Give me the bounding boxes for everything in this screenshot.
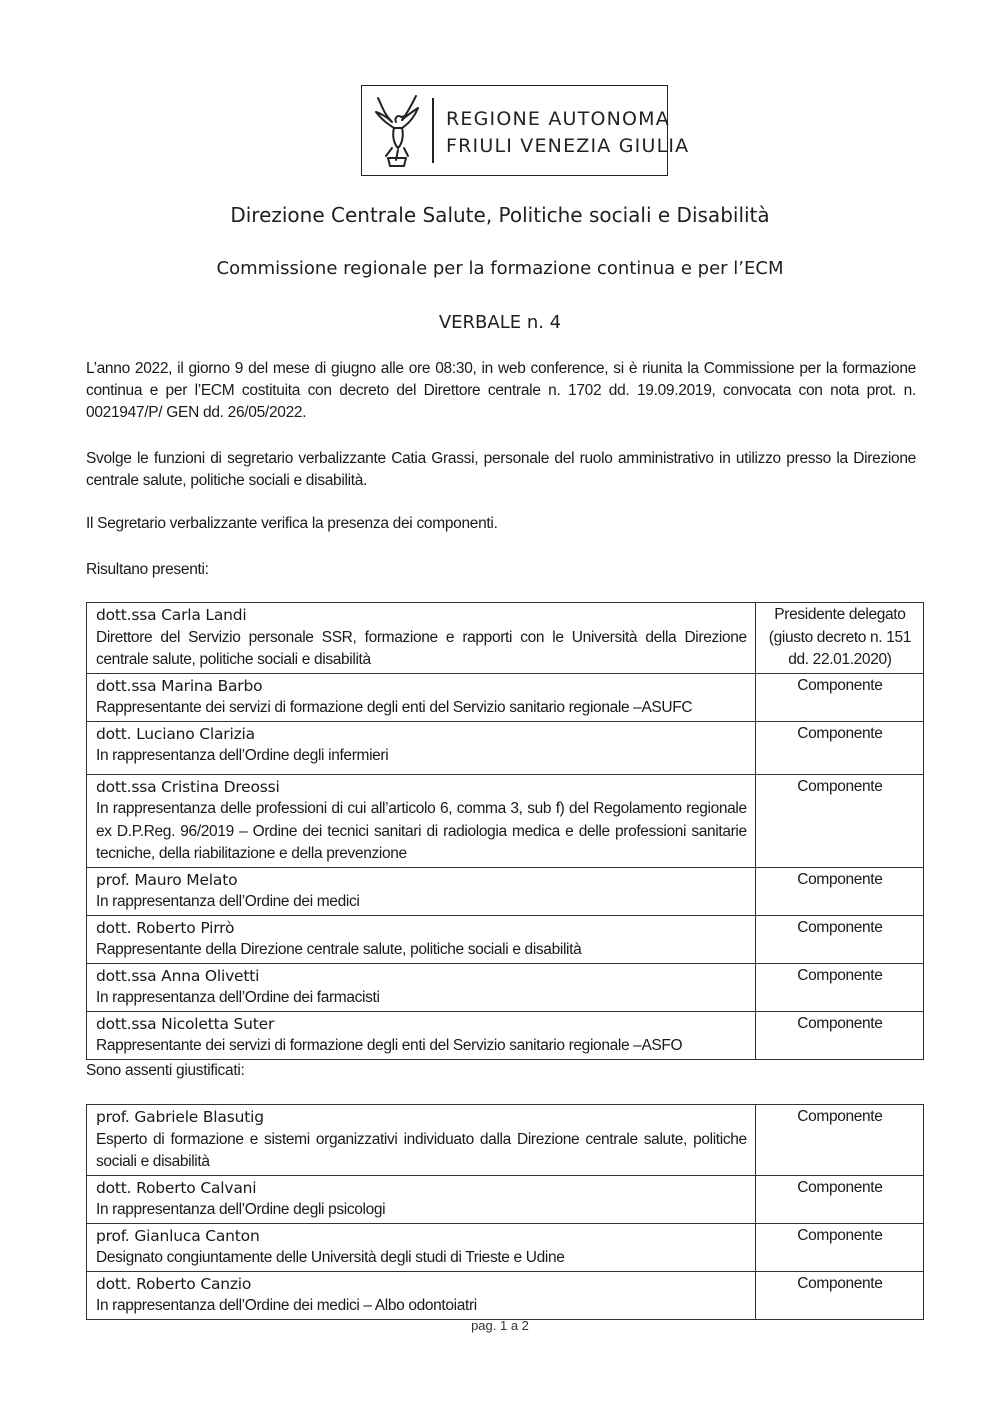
- role-cell: [755, 721, 923, 774]
- role-cell: [755, 603, 923, 674]
- role-cell: [755, 1011, 923, 1059]
- logo-line-2: FRIULI VENEZIA GIULIA: [446, 135, 690, 157]
- member-name: dott.ssa Carla Landi: [96, 606, 247, 624]
- absent-members-table: [86, 1104, 924, 1320]
- member-role: Componente: [797, 724, 883, 742]
- logo-divider: [432, 98, 434, 163]
- member-description: In rappresentanza dell’Ordine dei medici – Albo odontoiatri: [96, 1297, 477, 1314]
- member-name: dott. Luciano Clarizia: [96, 724, 255, 743]
- verify-paragraph: Il Segretario verbalizzante verifica la presenza dei componenti.: [86, 515, 498, 532]
- table-row: [87, 1271, 924, 1319]
- member-role: Componente: [797, 1108, 883, 1125]
- member-name: prof. Gabriele Blasutig: [96, 1108, 264, 1126]
- role-cell: [755, 1223, 923, 1271]
- member-description: In rappresentanza dell’Ordine degli psicologi: [96, 1201, 386, 1218]
- member-role: Componente: [797, 870, 883, 888]
- present-label: Risultano presenti:: [86, 561, 209, 578]
- table-row: [87, 1011, 924, 1059]
- table-row: [87, 1175, 924, 1223]
- member-role: Presidente delegato (giusto decreto n. 151 dd. 22.01.2020): [768, 606, 912, 668]
- table-row: [87, 963, 924, 1011]
- role-cell: [755, 1175, 923, 1223]
- member-cell: [87, 603, 756, 674]
- member-description: Esperto di formazione e sistemi organizzativi individuato dalla Direzione centrale salute, politiche sociali e disabilità: [96, 1130, 747, 1170]
- role-cell: [755, 673, 923, 721]
- member-cell: [87, 673, 756, 721]
- secretary-paragraph: Svolge le funzioni di segretario verbalizzante Catia Grassi, personale del ruolo amministrativo in utilizzo presso la Direzione centrale salute, politiche sociali e disabilità.: [86, 450, 916, 489]
- page-number: pag. 1 a 2: [471, 1318, 529, 1333]
- member-description: In rappresentanza dell’Ordine dei medici: [96, 893, 360, 910]
- member-cell: [87, 963, 756, 1011]
- member-role: Componente: [797, 1014, 883, 1032]
- member-cell: [87, 1271, 756, 1319]
- member-cell: [87, 1105, 756, 1176]
- member-cell: [87, 1175, 756, 1223]
- member-name: dott.ssa Anna Olivetti: [96, 966, 260, 985]
- directorate-heading: Direzione Centrale Salute, Politiche sociali e Disabilità: [230, 203, 770, 227]
- member-name: dott. Roberto Calvani: [96, 1178, 257, 1197]
- member-cell: [87, 1223, 756, 1271]
- member-description: Rappresentante dei servizi di formazione degli enti del Servizio sanitario regionale –ASUFC: [96, 699, 693, 716]
- commission-heading: Commissione regionale per la formazione continua e per l’ECM: [216, 258, 784, 279]
- role-cell: [755, 1105, 923, 1176]
- member-cell: [87, 774, 756, 867]
- member-role: Componente: [797, 1226, 883, 1244]
- member-cell: [87, 915, 756, 963]
- table-row: [87, 721, 924, 774]
- member-description: Rappresentante dei servizi di formazione degli enti del Servizio sanitario regionale –ASFO: [96, 1037, 683, 1054]
- table-row: [87, 1105, 924, 1176]
- member-name: prof. Mauro Melato: [96, 870, 238, 889]
- member-description: Rappresentante della Direzione centrale salute, politiche sociali e disabilità: [96, 941, 582, 958]
- member-name: dott.ssa Marina Barbo: [96, 676, 263, 695]
- member-name: dott.ssa Nicoletta Suter: [96, 1014, 275, 1033]
- member-cell: [87, 867, 756, 915]
- role-cell: [755, 867, 923, 915]
- intro-paragraph: L’anno 2022, il giorno 9 del mese di giugno alle ore 08:30, in web conference, si è riunita la Commissione per la formazione continua e per l’ECM costituita con decreto del Direttore centrale n. 1702 dd. 19.09.2019, convocata con nota prot. n. 0021947/P/ GEN dd. 26/05/2022.: [86, 360, 916, 421]
- logo-line-1: REGIONE AUTONOMA: [446, 108, 670, 130]
- region-logo: [361, 85, 690, 176]
- member-role: Componente: [797, 777, 883, 795]
- member-description: In rappresentanza delle professioni di cui all’articolo 6, comma 3, sub f) del Regolamento regionale ex D.P.Reg. 96/2019 – Ordine dei tecnici sanitari di radiologia medica e delle professioni sanitarie tecniche, della riabilitazione e della prevenzione: [96, 800, 747, 862]
- document-title: VERBALE n. 4: [438, 312, 562, 333]
- member-role: Componente: [797, 676, 883, 694]
- table-row: [87, 673, 924, 721]
- member-role: Componente: [797, 1178, 883, 1196]
- role-cell: [755, 1271, 923, 1319]
- role-cell: [755, 774, 923, 867]
- member-name: dott.ssa Cristina Dreossi: [96, 777, 280, 796]
- member-description: In rappresentanza dell’Ordine dei farmacisti: [96, 989, 380, 1006]
- member-description: Direttore del Servizio personale SSR, formazione e rapporti con le Università della Direzione centrale salute, politiche sociali e disabilità: [96, 628, 747, 668]
- role-cell: [755, 915, 923, 963]
- member-name: prof. Gianluca Canton: [96, 1226, 260, 1245]
- table-row: [87, 915, 924, 963]
- table-row: [87, 867, 924, 915]
- member-name: dott. Roberto Pirrò: [96, 918, 235, 937]
- present-members-table: [86, 602, 924, 1060]
- member-description: Designato congiuntamente delle Università degli studi di Trieste e Udine: [96, 1249, 565, 1266]
- eagle-emblem-icon: [372, 92, 422, 170]
- logo-text: [446, 106, 689, 160]
- member-description: In rappresentanza dell’Ordine degli infermieri: [96, 747, 389, 764]
- member-cell: [87, 721, 756, 774]
- member-role: Componente: [797, 918, 883, 936]
- member-name: dott. Roberto Canzio: [96, 1274, 252, 1293]
- member-cell: [87, 1011, 756, 1059]
- table-row: [87, 774, 924, 867]
- role-cell: [755, 963, 923, 1011]
- member-role: Componente: [797, 1274, 883, 1292]
- absent-label: Sono assenti giustificati:: [86, 1062, 245, 1079]
- member-role: Componente: [797, 966, 883, 984]
- table-row: [87, 1223, 924, 1271]
- table-row: [87, 603, 924, 674]
